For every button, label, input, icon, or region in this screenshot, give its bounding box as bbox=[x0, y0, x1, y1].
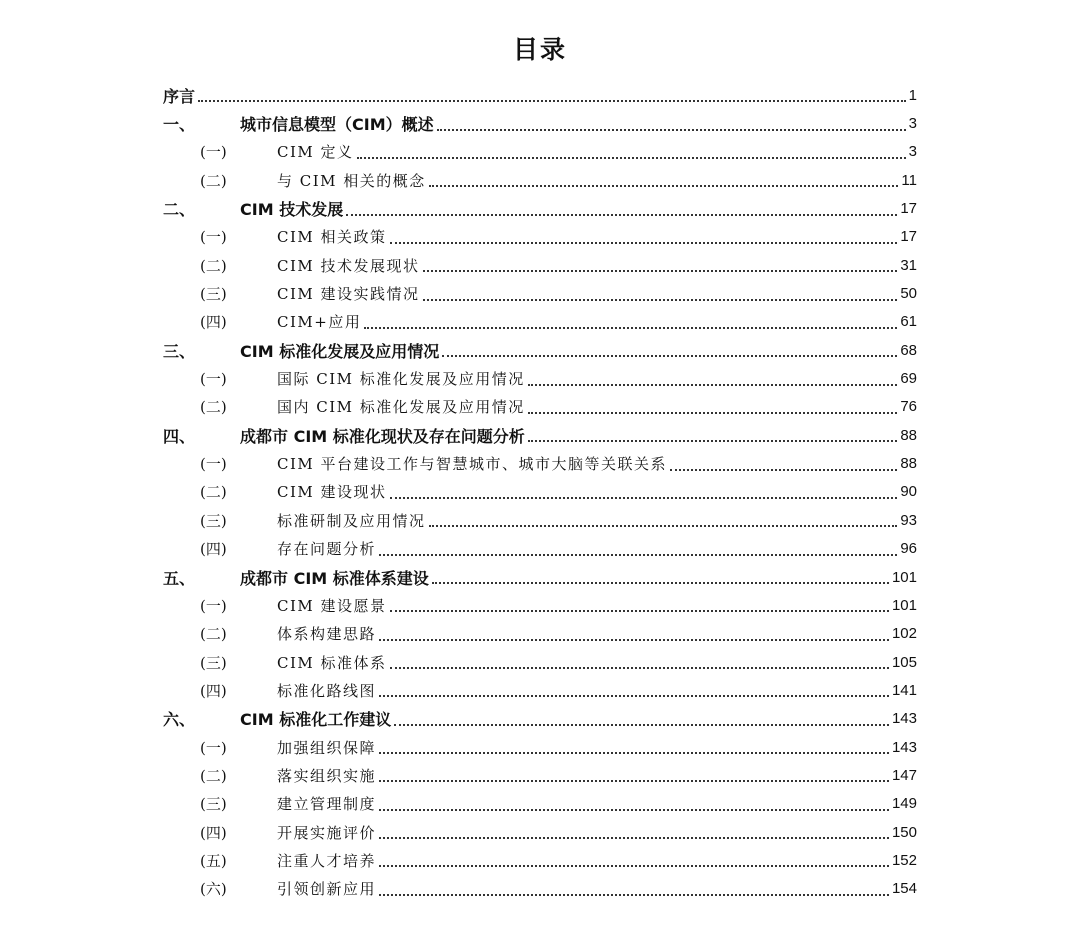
toc-chapter-number: 二、 bbox=[163, 200, 196, 220]
leader-dots bbox=[379, 639, 889, 641]
toc-entry-title: 城市信息模型（CIM）概述 bbox=[240, 115, 434, 135]
toc-entry-title: CIM 相关政策 bbox=[277, 228, 387, 247]
toc-page-number: 3 bbox=[908, 143, 917, 161]
toc-entry-title: 注重人才培养 bbox=[277, 851, 377, 870]
toc-page-number: 102 bbox=[891, 625, 917, 643]
leader-dots bbox=[357, 157, 906, 159]
toc-section[interactable] bbox=[163, 875, 917, 903]
toc-page-number: 17 bbox=[900, 200, 917, 218]
toc-entry-title: CIM 技术发展 bbox=[240, 200, 344, 220]
toc-section[interactable] bbox=[163, 449, 917, 477]
toc-section-number: (二) bbox=[200, 766, 227, 785]
toc-section-number: (一) bbox=[200, 596, 227, 615]
toc-page-number: 93 bbox=[900, 511, 917, 529]
leader-dots bbox=[394, 724, 889, 726]
toc-chapter-number: 五、 bbox=[163, 568, 196, 588]
toc-section[interactable] bbox=[163, 393, 917, 421]
toc-page-number: 11 bbox=[901, 171, 917, 189]
leader-dots bbox=[379, 695, 889, 697]
toc-section-number: (二) bbox=[200, 398, 227, 417]
toc-section[interactable] bbox=[163, 251, 917, 279]
toc-section[interactable] bbox=[163, 733, 917, 761]
toc-section-number: (三) bbox=[200, 511, 227, 530]
toc-page-number: 105 bbox=[891, 653, 917, 671]
toc-entry-title: CIM 技术发展现状 bbox=[277, 256, 420, 275]
toc-section-number: (二) bbox=[200, 256, 227, 275]
toc-section[interactable] bbox=[163, 308, 917, 336]
toc-chapter[interactable] bbox=[163, 563, 917, 591]
leader-dots bbox=[528, 412, 898, 414]
toc-page-number: 69 bbox=[900, 370, 917, 388]
leader-dots bbox=[442, 355, 897, 357]
toc-chapter-number: 一、 bbox=[163, 115, 196, 135]
toc-page-number: 96 bbox=[900, 540, 917, 558]
toc-entry-title: 开展实施评价 bbox=[277, 823, 377, 842]
toc-entry-title: 体系构建思路 bbox=[277, 625, 377, 644]
leader-dots bbox=[423, 299, 898, 301]
toc-section[interactable] bbox=[163, 506, 917, 534]
toc-page-number: 76 bbox=[900, 398, 917, 416]
toc-section-number: (三) bbox=[200, 795, 227, 814]
leader-dots bbox=[379, 894, 889, 896]
table-of-contents bbox=[163, 81, 917, 903]
leader-dots bbox=[528, 440, 898, 442]
toc-page-number: 149 bbox=[891, 795, 917, 813]
toc-page-number: 150 bbox=[891, 823, 917, 841]
toc-section[interactable] bbox=[163, 761, 917, 789]
leader-dots bbox=[379, 752, 889, 754]
toc-section[interactable] bbox=[163, 648, 917, 676]
toc-entry-title: CIM 定义 bbox=[277, 143, 354, 162]
toc-section-number: (二) bbox=[200, 171, 227, 190]
toc-chapter[interactable] bbox=[163, 109, 917, 137]
toc-chapter-number: 四、 bbox=[163, 426, 196, 446]
toc-entry-title: CIM 标准化发展及应用情况 bbox=[240, 341, 440, 361]
toc-section-number: (五) bbox=[200, 851, 227, 870]
toc-entry-title: CIM 建设现状 bbox=[277, 483, 387, 502]
toc-page-number: 90 bbox=[900, 483, 917, 501]
toc-page-number: 3 bbox=[908, 115, 917, 133]
toc-page-number: 143 bbox=[891, 738, 917, 756]
toc-entry-title: 成都市 CIM 标准化现状及存在问题分析 bbox=[240, 426, 525, 446]
toc-section[interactable] bbox=[163, 138, 917, 166]
toc-chapter-number: 三、 bbox=[163, 341, 196, 361]
toc-section[interactable] bbox=[163, 620, 917, 648]
toc-page-number: 50 bbox=[900, 285, 917, 303]
toc-section[interactable] bbox=[163, 223, 917, 251]
leader-dots bbox=[390, 610, 889, 612]
toc-entry-title: 标准化路线图 bbox=[277, 681, 377, 700]
toc-section[interactable] bbox=[163, 846, 917, 874]
toc-entry-title: 引领创新应用 bbox=[277, 880, 377, 899]
toc-section[interactable] bbox=[163, 676, 917, 704]
leader-dots bbox=[528, 384, 898, 386]
toc-entry-preface[interactable] bbox=[163, 81, 917, 109]
toc-page-number: 68 bbox=[900, 341, 917, 359]
toc-chapter[interactable] bbox=[163, 194, 917, 222]
toc-entry-title: 国内 CIM 标准化发展及应用情况 bbox=[277, 398, 525, 417]
toc-page-number: 147 bbox=[891, 766, 917, 784]
toc-entry-title: 加强组织保障 bbox=[277, 738, 377, 757]
leader-dots bbox=[346, 214, 897, 216]
toc-page-number: 154 bbox=[891, 880, 917, 898]
toc-entry-title: 序言 bbox=[163, 86, 196, 106]
toc-section-number: (一) bbox=[200, 228, 227, 247]
toc-section[interactable] bbox=[163, 790, 917, 818]
toc-entry-title: 成都市 CIM 标准体系建设 bbox=[240, 568, 429, 588]
toc-entry-title: CIM 建设实践情况 bbox=[277, 285, 420, 304]
toc-section-number: (四) bbox=[200, 681, 227, 700]
leader-dots bbox=[432, 582, 889, 584]
toc-entry-title: CIM 标准体系 bbox=[277, 653, 387, 672]
toc-entry-title: 与 CIM 相关的概念 bbox=[277, 171, 426, 190]
leader-dots bbox=[379, 837, 889, 839]
toc-section-number: (一) bbox=[200, 738, 227, 757]
toc-section-number: (一) bbox=[200, 370, 227, 389]
toc-section[interactable] bbox=[163, 535, 917, 563]
toc-section-number: (四) bbox=[200, 823, 227, 842]
page-title: 目录 bbox=[512, 35, 567, 64]
leader-dots bbox=[379, 780, 889, 782]
toc-page-number: 101 bbox=[891, 568, 917, 586]
toc-section-number: (六) bbox=[200, 880, 227, 899]
toc-entry-title: 存在问题分析 bbox=[277, 540, 377, 559]
toc-entry-title: 落实组织实施 bbox=[277, 766, 377, 785]
toc-entry-title: 国际 CIM 标准化发展及应用情况 bbox=[277, 370, 525, 389]
toc-section[interactable] bbox=[163, 364, 917, 392]
toc-chapter-number: 六、 bbox=[163, 710, 196, 730]
toc-page-number: 1 bbox=[908, 86, 917, 104]
toc-section[interactable] bbox=[163, 166, 917, 194]
leader-dots bbox=[429, 185, 899, 187]
toc-section-number: (三) bbox=[200, 285, 227, 304]
toc-section-number: (三) bbox=[200, 653, 227, 672]
toc-page-number: 143 bbox=[891, 710, 917, 728]
toc-page-number: 141 bbox=[891, 681, 917, 699]
toc-entry-title: 建立管理制度 bbox=[277, 795, 377, 814]
toc-section-number: (二) bbox=[200, 483, 227, 502]
toc-section-number: (一) bbox=[200, 455, 227, 474]
toc-page-number: 152 bbox=[891, 851, 917, 869]
toc-chapter[interactable] bbox=[163, 421, 917, 449]
toc-page-number: 17 bbox=[900, 228, 917, 246]
toc-section-number: (二) bbox=[200, 625, 227, 644]
toc-entry-title: CIM 平台建设工作与智慧城市、城市大脑等关联关系 bbox=[277, 455, 668, 474]
leader-dots bbox=[429, 525, 898, 527]
leader-dots bbox=[379, 554, 897, 556]
leader-dots bbox=[437, 129, 906, 131]
toc-entry-title: 标准研制及应用情况 bbox=[277, 511, 426, 530]
toc-section-number: (四) bbox=[200, 313, 227, 332]
toc-entry-title: CIM+应用 bbox=[277, 313, 362, 332]
toc-section-number: (一) bbox=[200, 143, 227, 162]
leader-dots bbox=[423, 270, 898, 272]
leader-dots bbox=[379, 865, 889, 867]
leader-dots bbox=[390, 497, 898, 499]
toc-page-number: 31 bbox=[900, 256, 917, 274]
toc-section[interactable] bbox=[163, 818, 917, 846]
toc-entry-title: CIM 建设愿景 bbox=[277, 596, 387, 615]
toc-page-number: 101 bbox=[891, 596, 917, 614]
leader-dots bbox=[198, 100, 906, 102]
leader-dots bbox=[390, 667, 889, 669]
leader-dots bbox=[364, 327, 897, 329]
toc-section-number: (四) bbox=[200, 540, 227, 559]
toc-page-number: 88 bbox=[900, 426, 917, 444]
toc-entry-title: CIM 标准化工作建议 bbox=[240, 710, 392, 730]
toc-page-number: 61 bbox=[900, 313, 917, 331]
toc-section[interactable] bbox=[163, 279, 917, 307]
leader-dots bbox=[379, 809, 889, 811]
toc-section[interactable] bbox=[163, 591, 917, 619]
leader-dots bbox=[390, 242, 898, 244]
toc-page-number: 88 bbox=[900, 455, 917, 473]
toc-chapter[interactable] bbox=[163, 336, 917, 364]
toc-chapter[interactable] bbox=[163, 705, 917, 733]
toc-section[interactable] bbox=[163, 478, 917, 506]
leader-dots bbox=[670, 469, 897, 471]
